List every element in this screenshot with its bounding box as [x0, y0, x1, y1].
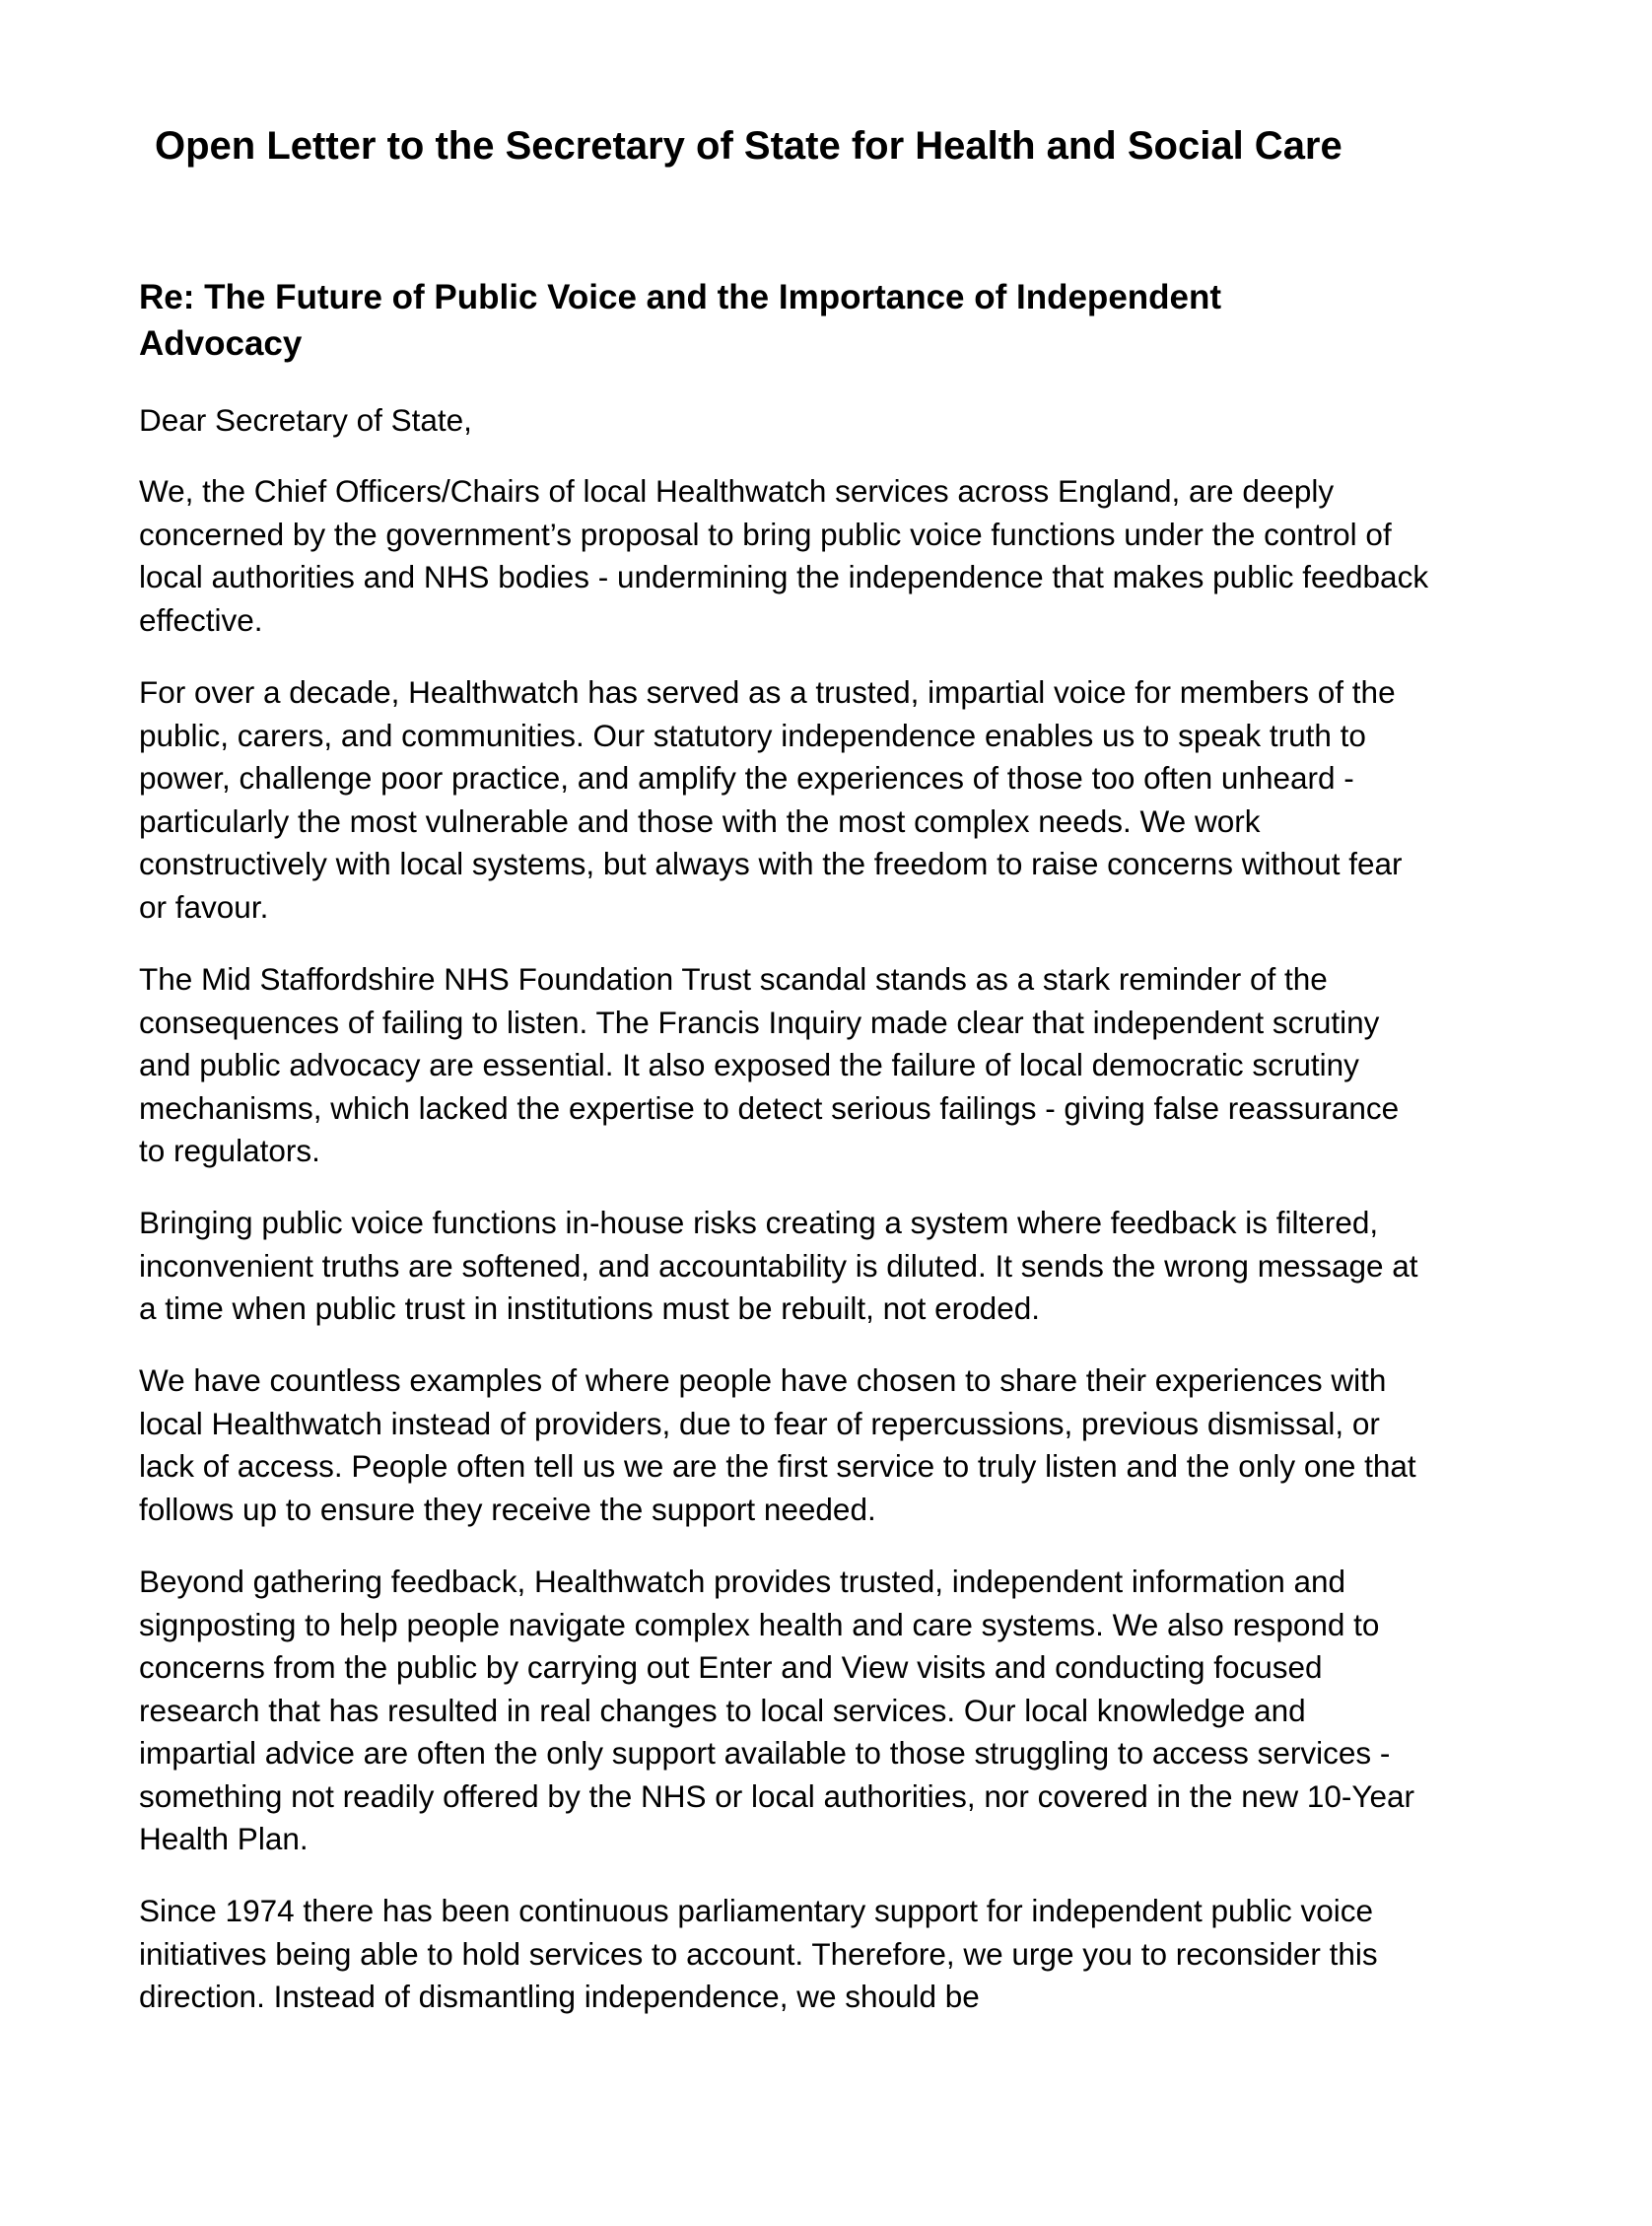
paragraph-beyond-feedback: Beyond gathering feedback, Healthwatch provides trusted, independent information and signposting to help people navigate complex health and care systems. We also respond to concerns from the public by carrying out Enter and View visits and conducting focused research that has resulted in real changes to local services. Our local knowledge and impartial advice are often the only support available to those struggling to access services - something not readily offered by the NHS or local authorities, nor covered in the new 10-Year Health Plan.: [139, 1564, 1414, 1856]
paragraph-since-1974: Since 1974 there has been continuous parliamentary support for independent public voice initiatives being able to hold services to account. Therefore, we urge you to reconsider this direction. Instead of dismantling independence, we should be: [139, 1893, 1378, 2014]
letter-subject: Re: The Future of Public Voice and the Importance of Independent Advocacy: [139, 278, 1222, 363]
letter-title: Open Letter to the Secretary of State for Health and Social Care: [155, 124, 1342, 168]
paragraph-mid-staffordshire: The Mid Staffordshire NHS Foundation Trust scandal stands as a stark reminder of the consequences of failing to listen. The Francis Inquiry made clear that independent scrutiny and public advocacy are essential. It also exposed the failure of local democratic scrutiny mechanisms, which lacked the expertise to detect serious failings - giving false reassurance to regulators.: [139, 961, 1400, 1168]
paragraph-concern: We, the Chief Officers/Chairs of local Healthwatch services across England, are deeply concerned by the government’s proposal to bring public voice functions under the control of local authorities and NHS bodies - undermining the independence that makes public feedback effective.: [139, 473, 1429, 638]
paragraph-in-house-risks: Bringing public voice functions in-house risks creating a system where feedback is filtered, inconvenient truths are softened, and accountability is diluted. It sends the wrong message at a time when public trust in institutions must be rebuilt, not eroded.: [139, 1205, 1418, 1326]
salutation: Dear Secretary of State,: [139, 402, 472, 438]
paragraph-decade-of-service: For over a decade, Healthwatch has served as a trusted, impartial voice for members of the public, carers, and communities. Our statutory independence enables us to speak truth to power, challenge poor practice, and amplify the experiences of those too often unheard - particularly the most vulnerable and those with the most complex needs. We work constructively with local systems, but always with the freedom to raise concerns without fear or favour.: [139, 674, 1403, 925]
paragraph-examples: We have countless examples of where people have chosen to share their experiences with local Healthwatch instead of providers, due to fear of repercussions, previous dismissal, or lack of access. People often tell us we are the first service to truly listen and the only one that follows up to ensure they receive the support needed.: [139, 1362, 1416, 1527]
